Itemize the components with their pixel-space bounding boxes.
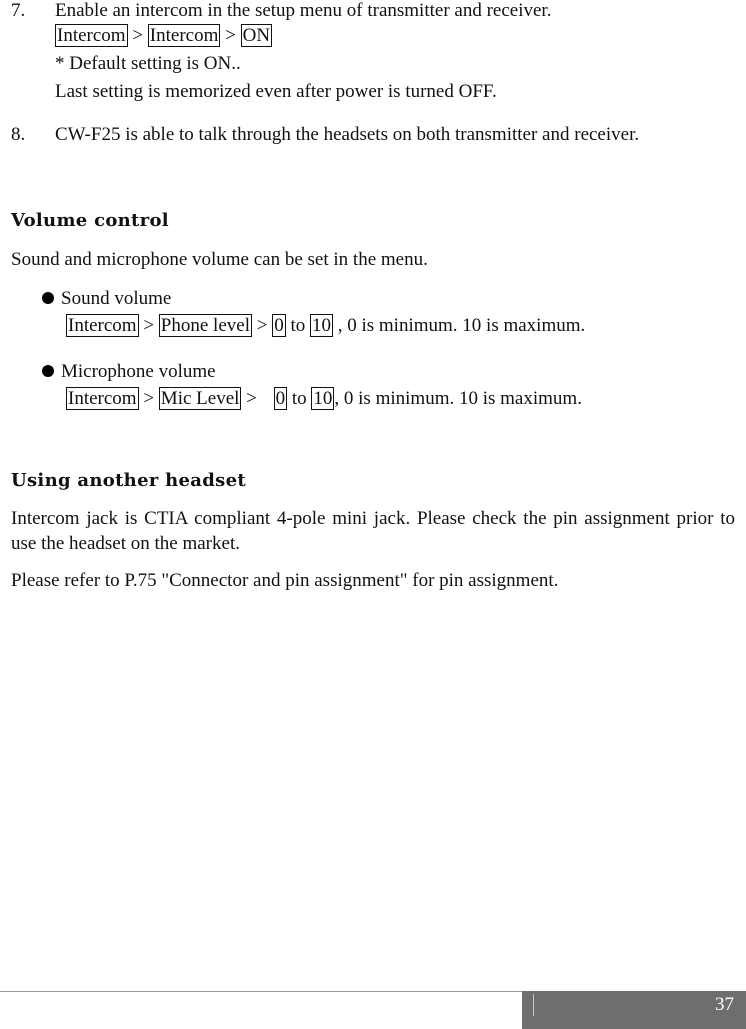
path-separator: > [132, 25, 144, 46]
footer-page-box [522, 991, 746, 1029]
menu-key-intercom: Intercom [68, 388, 137, 409]
path-separator: > [143, 315, 155, 336]
menu-key-intercom-sub: Intercom [149, 25, 219, 46]
volume-control-heading: Volume control [11, 210, 169, 231]
headset-paragraph-1: Intercom jack is CTIA compliant 4-pole mini jack. Please check the pin assignment prior to use the headset on the market. [11, 508, 735, 554]
path-separator: > [225, 25, 236, 46]
path-separator: > [256, 315, 268, 336]
volume-intro: Sound and microphone volume can be set in the menu. [11, 249, 428, 270]
menu-key-intercom: Intercom [57, 25, 126, 46]
mic-volume-path [66, 388, 582, 410]
range-description: , 0 is minimum. 10 is maximum. [334, 388, 582, 409]
step-7-text: Enable an intercom in the setup menu of transmitter and receiver. [55, 0, 552, 21]
value-max: 10 [311, 315, 331, 336]
step-8-text: CW-F25 is able to talk through the headsets on both transmitter and receiver. [55, 124, 640, 145]
step-8-number: 8. [11, 124, 26, 145]
mic-volume-item [42, 361, 216, 383]
path-separator: > [246, 388, 257, 409]
range-to: to [291, 388, 307, 409]
range-to: to [290, 315, 306, 336]
sound-volume-path [66, 315, 585, 337]
headset-heading: Using another headset [11, 470, 246, 491]
headset-paragraph-2: Please refer to P.75 "Connector and pin assignment" for pin assignment. [11, 570, 559, 591]
bullet-icon [42, 292, 54, 304]
menu-key-mic-level: Mic Level [160, 388, 240, 409]
footer-rule [0, 991, 522, 992]
value-min: 0 [274, 315, 284, 336]
step-7-number: 7. [11, 0, 26, 21]
step-7-default-note: * Default setting is ON.. [55, 53, 241, 74]
menu-key-phone-level: Phone level [160, 315, 250, 336]
path-separator: > [143, 388, 155, 409]
step-7-menu-path [55, 25, 272, 47]
sound-volume-title: Sound volume [61, 288, 172, 309]
bullet-icon [42, 365, 54, 377]
menu-key-on: ON [242, 25, 271, 46]
mic-volume-title: Microphone volume [61, 361, 216, 382]
value-min: 0 [275, 388, 286, 409]
menu-key-intercom: Intercom [68, 315, 137, 336]
value-max: 10 [313, 388, 333, 409]
page-number: 37 [715, 994, 734, 1015]
footer-divider [533, 994, 534, 1016]
sound-volume-item [42, 288, 171, 310]
range-description: , 0 is minimum. 10 is maximum. [337, 315, 586, 336]
step-7-memory-note: Last setting is memorized even after power is turned OFF. [55, 81, 497, 102]
